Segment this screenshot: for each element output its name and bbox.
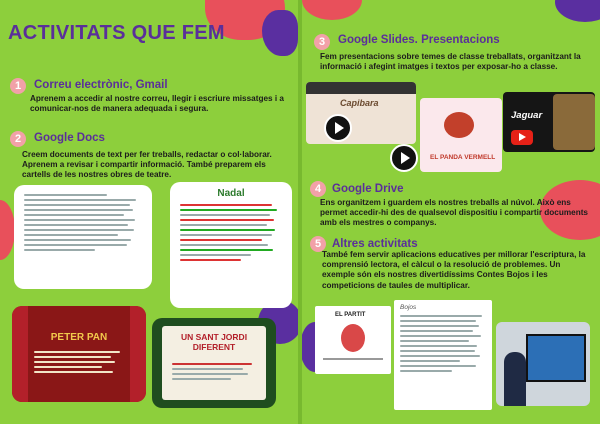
slide-jaguar <box>503 92 595 152</box>
slide-capibara-title: Capibara <box>340 98 379 108</box>
page-title: ACTIVITATS QUE FEM <box>8 22 225 44</box>
nadal-title: Nadal <box>217 188 245 199</box>
section-text-docs: Creem documents de text per fer treballs, redactar o col·laborar. Aprenem a revisar i compartir informació. També preparem els cartells de les nostres obres de teatre. <box>22 150 272 180</box>
play-video-capibara-icon[interactable] <box>324 114 352 142</box>
doc-card-sant-jordi <box>152 318 276 408</box>
section-heading-other: Altres activitats <box>332 238 418 250</box>
story-title: EL PARTIT <box>335 312 366 318</box>
peter-pan-title: PETER PAN <box>50 332 108 343</box>
story-header: Bojos <box>400 304 417 311</box>
slide-panda-title: EL PANDA VERMELL <box>430 154 496 161</box>
decor-blob-purple-top <box>262 10 298 56</box>
decor-blob-purple-topright <box>555 0 600 22</box>
activity-screenshot-contes-bojos <box>394 300 492 410</box>
section-heading-drive: Google Drive <box>332 183 404 195</box>
section-text-drive: Ens organitzem i guardem els nostres treballs al núvol. Això ens permet accedir-hi des de qualsevol dispositiu i compartir documents amb els mestres o companys. <box>320 198 588 228</box>
section-text-slides: Fem presentacions sobre temes de classe treballats, organitzant la informació i afegint imatges i textos per exposar-ho a classe. <box>320 52 581 72</box>
doc-card-nadal <box>170 182 292 308</box>
section-number-4: 4 <box>310 181 326 197</box>
section-heading-docs: Google Docs <box>34 132 105 144</box>
doc-card-peter-pan <box>12 306 146 402</box>
section-heading-gmail: Correu electrònic, Gmail <box>34 79 168 91</box>
youtube-play-icon[interactable] <box>511 130 533 145</box>
section-text-other: També fem servir aplicacions educatives per millorar l'escriptura, la comprensió lectora, el càlcul o la resolució de problemes. Un exemple són els nostres divertidíssims Contes Bojos i les competicions de taules de multiplicar. <box>322 250 586 290</box>
sant-jordi-title: UN SANT JORDI DIFERENT <box>180 332 248 352</box>
slide-panda <box>420 98 502 172</box>
page-fold <box>298 0 302 424</box>
decor-blob-red-topright <box>302 0 362 20</box>
activity-screenshot-story <box>315 306 391 374</box>
decor-blob-red-left <box>0 200 15 260</box>
section-number-1: 1 <box>10 78 26 94</box>
section-number-3: 3 <box>314 34 330 50</box>
slide-capibara <box>306 82 416 144</box>
section-number-5: 5 <box>310 236 326 252</box>
doc-card-text <box>14 185 152 289</box>
play-video-panda-icon[interactable] <box>390 144 418 172</box>
section-heading-slides: Google Slides. Presentacions <box>338 34 500 46</box>
slide-jaguar-title: Jaguar <box>511 110 543 121</box>
section-text-gmail: Aprenem a accedir al nostre correu, llegir i escriure missatges i a comunicar-nos de manera adequada i segura. <box>30 94 284 114</box>
activity-photo-multiplication <box>496 322 590 406</box>
section-number-2: 2 <box>10 131 26 147</box>
